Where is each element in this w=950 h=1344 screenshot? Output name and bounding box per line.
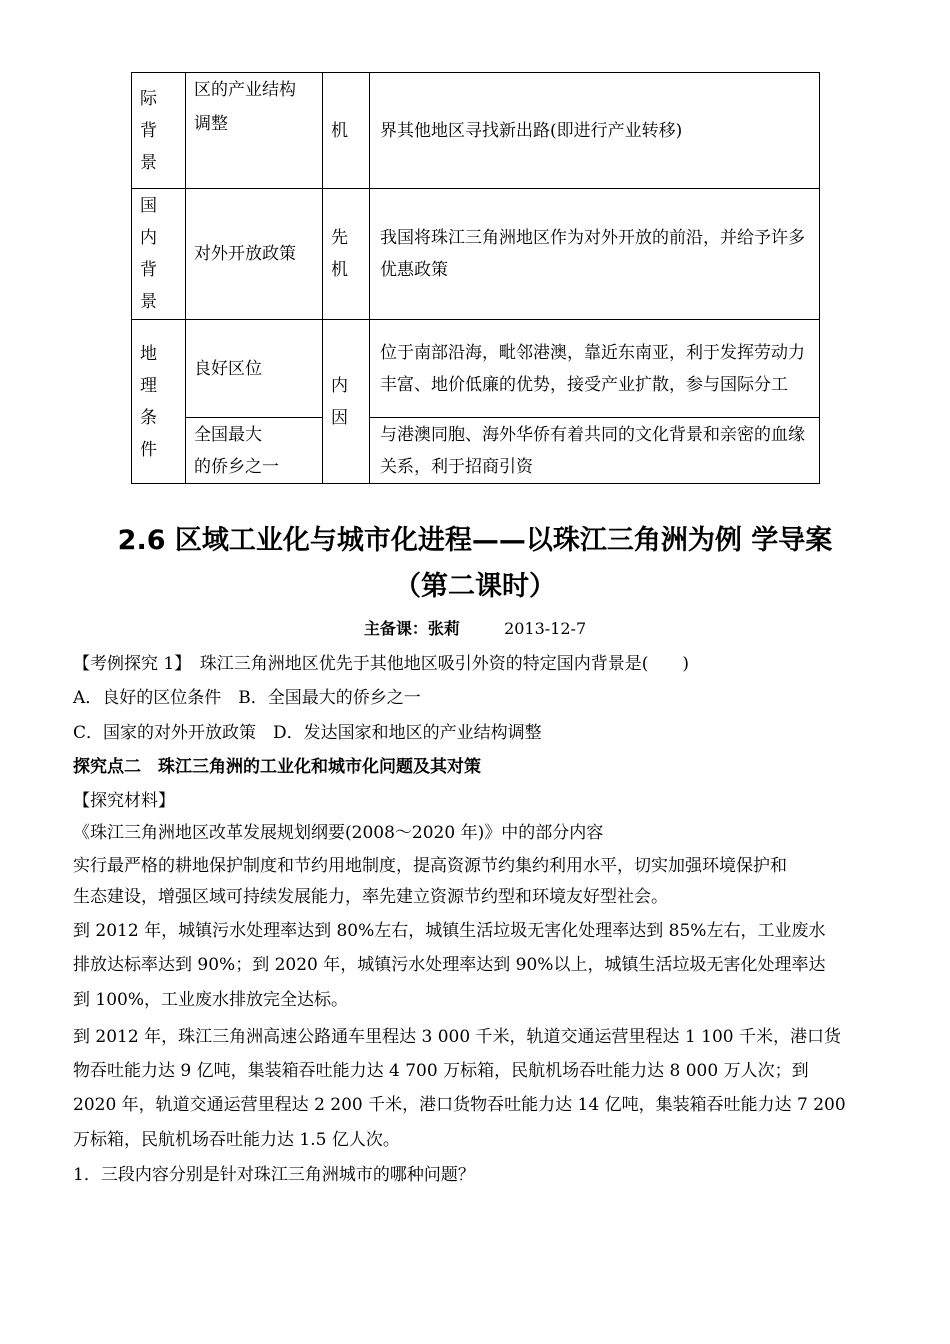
author-line [0,616,950,639]
text-line: 实行最严格的耕地保护制度和节约用地制度，提高资源节约集约利用水平，切实加强环境保护和 [73,856,787,876]
table-cell: 全国最大 的侨乡之一 [186,418,323,484]
table-cell: 机 [323,73,370,189]
table-cell: 地 理 条 件 [132,320,186,484]
question-line: 1．三段内容分别是针对珠江三角洲城市的哪种问题？ [73,1165,475,1185]
text-line: 2020 年，轨道交通运营里程达 2 200 千米，港口货物吞吐能力达 14 亿吨，集装箱吞吐能力达 7 200 [73,1095,846,1115]
table-cell: 与港澳同胞、海外华侨有着共同的文化背景和亲密的血缘关系，利于招商引资 [370,418,820,484]
document-subtitle: （第二课时） [394,571,556,602]
text-line: 排放达标率达到 90%；到 2020 年，城镇污水处理率达到 90%以上，城镇生活垃圾无害化处理率达 [73,955,826,975]
text-line: 到 2012 年，珠江三角洲高速公路通车里程达 3 000 千米，轨道交通运营里程达 1 100 千米，港口货 [73,1027,842,1047]
author-label: 主备课：张莉 [363,619,460,638]
example-question: 【考例探究 1】 珠江三角洲地区优先于其他地区吸引外资的特定国内背景是( ) [73,654,689,674]
table-row [132,189,820,320]
author-date: 2013-12-7 [504,619,587,638]
background-table [131,72,820,484]
table-row [132,418,820,484]
option-line: A．良好的区位条件 B．全国最大的侨乡之一 [73,688,421,708]
document-title: 2.6 区域工业化与城市化进程——以珠江三角洲为例 学导案 [117,525,833,556]
material-heading: 【探究材料】 [73,791,175,811]
table-cell: 对外开放政策 [186,189,323,320]
table-cell: 区的产业结构 调整 [186,73,323,189]
table-cell: 国 内 背 景 [132,189,186,320]
table-cell: 位于南部沿海，毗邻港澳，靠近东南亚，利于发挥劳动力丰富、地价低廉的优势，接受产业扩散，参与国际分工 [370,320,820,418]
table-row [132,73,820,189]
option-line: C．国家的对外开放政策 D．发达国家和地区的产业结构调整 [73,723,542,743]
text-line: 万标箱，民航机场吞吐能力达 1.5 亿人次。 [73,1130,400,1150]
text-line: 《珠江三角洲地区改革发展规划纲要(2008～2020 年)》中的部分内容 [73,823,604,843]
table-cell: 良好区位 [186,320,323,418]
table-cell: 我国将珠江三角洲地区作为对外开放的前沿，并给予许多优惠政策 [370,189,820,320]
text-line: 物吞吐能力达 9 亿吨，集装箱吞吐能力达 4 700 万标箱，民航机场吞吐能力达 8 000 万人次；到 [73,1061,809,1081]
table-cell: 内 因 [323,320,370,484]
text-line: 生态建设，增强区域可持续发展能力，率先建立资源节约型和环境友好型社会。 [73,887,668,907]
table-row [132,320,820,418]
text-line: 到 100%，工业废水排放完全达标。 [73,990,349,1010]
table-cell: 界其他地区寻找新出路(即进行产业转移) [370,73,820,189]
table-cell: 际 背 景 [132,73,186,189]
section-heading: 探究点二 珠江三角洲的工业化和城市化问题及其对策 [73,757,481,777]
text-line: 到 2012 年，城镇污水处理率达到 80%左右，城镇生活垃圾无害化处理率达到 85%左右，工业废水 [73,921,826,941]
table-cell: 先 机 [323,189,370,320]
